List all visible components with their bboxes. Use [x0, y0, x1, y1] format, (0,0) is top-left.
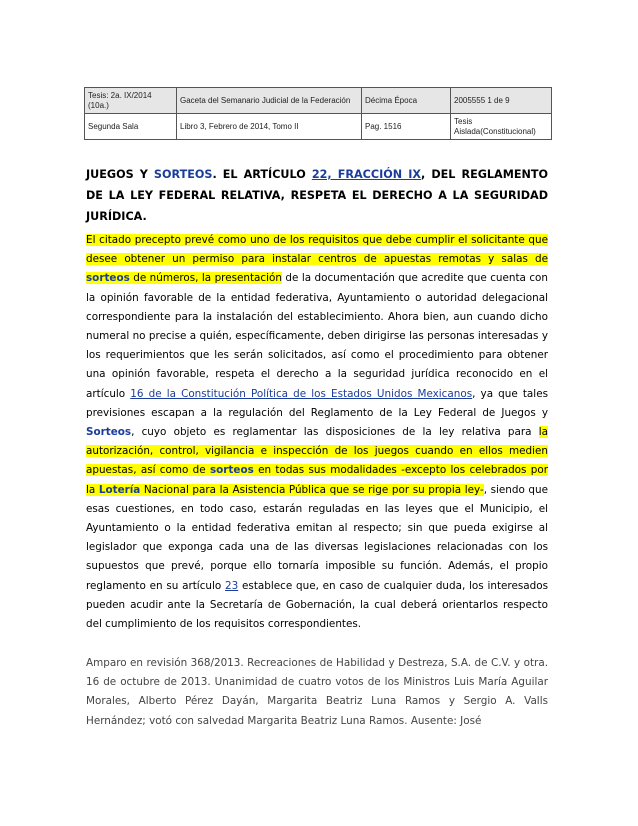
body-text: , cuyo objeto es reglamentar las disposiciones de la ley relativa para [131, 426, 539, 439]
book-volume: Libro 3, Febrero de 2014, Tomo II [177, 114, 362, 140]
highlighted-text: Nacional para la Asistencia Pública que se rige por su propia ley- [140, 483, 484, 496]
body-text: de la documentación que acredite que cuenta con la opinión favorable de la entidad federativa, Ayuntamiento o autoridad delegacional correspondiente para la instalación del establecimiento. Ahora bien, aun cuando dicho numeral no precise a quién, específicamente, deben dirigirse las personas interesadas y los requerimientos que les serán solicitados, así como el procedimiento para obtener una opinión favorable, respeta el derecho a la seguridad jurídica reconocido en el artículo [86, 272, 548, 400]
highlighted-text: de números, la presentación [129, 272, 282, 285]
epoch: Décima Época [362, 88, 451, 114]
highlighted-text: El citado precepto prevé como uno de los requisitos que debe cumplir el solicitante que desee obtener un permiso para instalar centros de apuestas remotas y salas de [86, 234, 548, 266]
highlighted-text: la autorización, control, vigilancia e inspección de los juegos cuando en ellos medien apuestas, así como de [86, 426, 548, 477]
header-row-1 [85, 88, 552, 114]
article-23-link[interactable]: 23 [225, 579, 239, 592]
title-part: , DEL REGLAMENTO DE LA LEY FEDERAL RELATIVA, RESPETA EL DERECHO A LA SEGURIDAD JURÍDICA. [86, 168, 548, 223]
thesis-header-table [84, 87, 552, 140]
title-part: JUEGOS Y [86, 168, 154, 181]
thesis-type: Tesis Aislada(Constitucional) [451, 114, 552, 140]
keyword-loteria: Lotería [98, 483, 141, 496]
court-chamber: Segunda Sala [85, 114, 177, 140]
keyword-sorteos: Sorteos [86, 426, 132, 439]
body-text: , ya que tales previsiones escapan a la regulación del Reglamento de la Ley Federal de Juegos y [86, 387, 548, 419]
publication-name: Gaceta del Semanario Judicial de la Federación [177, 88, 362, 114]
header-row-2 [85, 114, 552, 140]
thesis-title [86, 164, 548, 227]
body-text: establece que, en caso de cualquier duda, los interesados pueden acudir ante la Secretaría de Gobernación, la cual deberá orientarlos respecto del cumplimiento de los requisitos correspondientes. [86, 579, 548, 631]
thesis-body [86, 231, 548, 634]
constitution-article-16-link[interactable]: 16 de la Constitución Política de los Estados Unidos Mexicanos [130, 387, 473, 400]
thesis-number: Tesis: 2a. IX/2014 (10a.) [85, 88, 177, 114]
title-keyword-sorteos: SORTEOS [153, 168, 213, 181]
registry-number: 2005555 1 de 9 [451, 88, 552, 114]
article-22-link[interactable]: 22, FRACCIÓN IX [311, 168, 421, 181]
highlighted-text: en todas sus modalidades -excepto los celebrados por la [86, 464, 548, 496]
body-text: , siendo que esas cuestiones, en todo caso, estarán reguladas en las leyes que el Municipio, el Ayuntamiento o la entidad federativa emitan al respecto; sin que pueda exigirse al legislador que exponga cada una de las diversas legislaciones relacionadas con los supuestos que prevé, porque ello tornaría imposible su función. Además, el propio reglamento en su artículo [86, 483, 548, 592]
title-part: . EL ARTÍCULO [212, 168, 312, 181]
keyword-sorteos: sorteos [209, 464, 254, 477]
keyword-sorteos: sorteos [86, 272, 130, 285]
precedent-footer: Amparo en revisión 368/2013. Recreaciones de Habilidad y Destreza, S.A. de C.V. y otra. 16 de octubre de 2013. Unanimidad de cuatro votos de los Ministros Luis María Aguilar Morales, Alberto Pérez Dayán, Margarita Beatriz Luna Ramos y Sergio A. Valls Hernández; votó con salvedad Margarita Beatriz Luna Ramos. Ausente: José [86, 657, 548, 727]
page-number: Pag. 1516 [362, 114, 451, 140]
